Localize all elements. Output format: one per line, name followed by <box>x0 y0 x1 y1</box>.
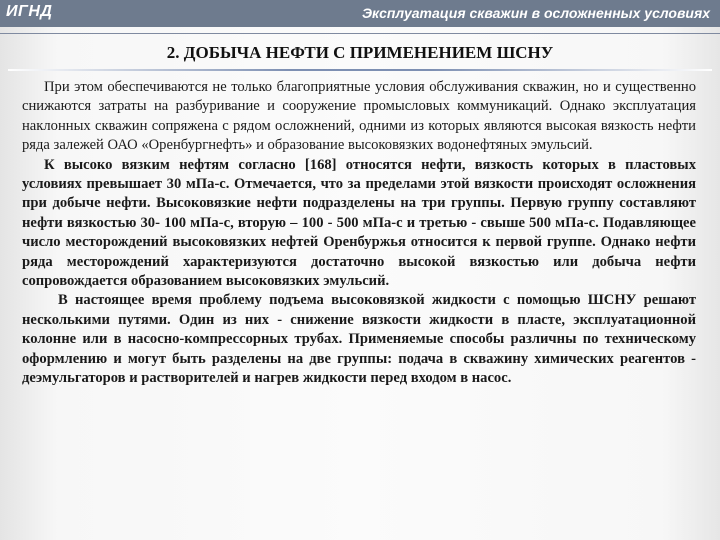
header-divider <box>0 33 720 34</box>
slide-header <box>0 0 720 27</box>
slide-body <box>22 78 696 389</box>
course-title: Эксплуатация скважин в осложненных условиях <box>361 5 710 21</box>
paragraph-1: При этом обеспечиваются не только благоприятные условия обслуживания скважин, но и существенно снижаются затраты на разбуривание и сооружение промысловых коммуникаций. Однако эксплуатация наклонных скважин сопряжена с рядом осложнений, одними из которых являются высокая вязкость нефти ряда залежей ОАО «Оренбургнефть» и образование высоковязких водонефтяных эмульсий. <box>22 79 696 154</box>
slide-title: 2. ДОБЫЧА НЕФТИ С ПРИМЕНЕНИЕМ ШСНУ <box>166 43 554 62</box>
title-underline <box>8 69 712 71</box>
paragraph-3: В настоящее время проблему подъема высоковязкой жидкости с помощью ШСНУ решают несколькими путями. Один из них - снижение вязкости жидкости в пласте, эксплуатационной колонне или в насосно-компрессорных трубах. Применяемые способы различны по техническому оформлению и могут быть разделены на две группы: подача в скважину химических реагентов - деэмульгаторов и растворителей и нагрев жидкости перед входом в насос. <box>22 292 696 387</box>
organization-label: ИГНД <box>6 3 53 20</box>
paragraph-2: К высоко вязким нефтям согласно [168] относятся нефти, вязкость которых в пластовых условиях превышает 30 мПа-с. Отмечается, что за пределами этой вязкости происходят осложнения при добыче нефти. Высоковязкие нефти подразделены на три группы. Первую группу составляют нефти вязкостью 30- 100 мПа-с, вторую – 100 - 500 мПа-с и третью - свыше 500 мПа-с. Подавляющее число месторождений высоковязких нефтей Оренбуржья относится к первой группе. Однако нефти ряда месторождений характеризуются достаточно высокой вязкостью или добыча нефти сопровождается образованием высоковязких эмульсий. <box>22 156 696 290</box>
